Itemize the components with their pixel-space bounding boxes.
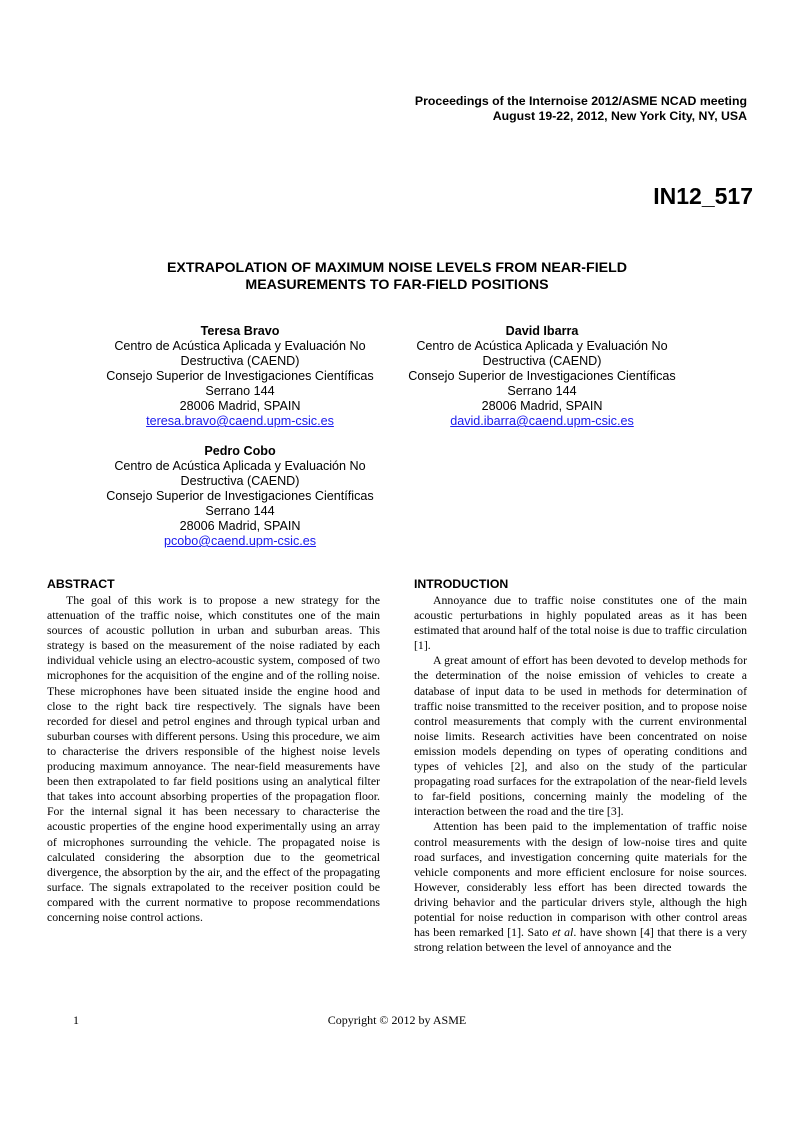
paragraph-text: . have shown [4] that there is a very strong relation between the level of annoyance and the	[414, 925, 747, 955]
proceedings-line-1: Proceedings of the Internoise 2012/ASME NCAD meeting	[414, 94, 747, 108]
introduction-paragraph: A great amount of effort has been devoted to develop methods for the determination of the noise emission of vehicles to create a database of input data to be used in methods for determination of traffic noise transmitted to the receiver position, and to propose noise control measurements that comply with the current environmental noise limits. Research activities have been concentrated on noise emission models depending on types of operating conditions and types of vehicles [2], and also on the study of the particular propagating road surfaces for the extrapolation of the near-field levels to far-field positions, concerning mainly the modeling of the interaction between the road and the tire [3].	[414, 653, 747, 819]
author-email-link[interactable]: teresa.bravo@caend.upm-csic.es	[146, 414, 334, 428]
abstract-paragraph: The goal of this work is to propose a new strategy for the attenuation of the traffic noise, which constitutes one of the main sources of acoustic pollution in urban and suburban areas. This strategy is based on the measurement of the noise radiated by each individual vehicle using an electro-acoustic system, composed of two microphones for the acquisition of the engine and of the rolling noise. These microphones have been situated inside the engine hood and close to the right back tire respectively. The signals have been recorded for diesel and petrol engines and through typical urban and suburban courses with different persons. Using this procedure, we aim to characterise the drivers responsible of the highest noise levels producing maximum annoyance. The near-field measurements have been then extrapolated to far field positions using an analytical filter that takes into account absorbing properties of the propagation floor. For the internal signal it has been necessary to characterise the acoustic properties of the engine hood experimentally using an array of microphones surrounding the vehicle. The propagated noise is calculated considering the absorption due to the geometrical divergence, the absorption by the air, and the effect of the propagating surface. The signals extrapolated to the receiver position could be compared with the current normative to propose recommendations concerning noise control actions.	[47, 593, 380, 924]
author-affiliation: Centro de Acústica Aplicada y Evaluación No	[416, 339, 668, 353]
proceedings-header	[415, 94, 747, 124]
author-street: Serrano 144	[205, 384, 275, 398]
author-block	[90, 444, 390, 549]
paper-id: IN12_517	[653, 183, 753, 209]
author-affiliation: Consejo Superior de Investigaciones Científicas	[106, 369, 374, 383]
author-city: 28006 Madrid, SPAIN	[179, 399, 301, 413]
author-name: Pedro Cobo	[204, 444, 276, 458]
author-name: David Ibarra	[505, 324, 579, 338]
copyright-notice: Copyright © 2012 by ASME	[327, 1013, 467, 1027]
et-al-italic: et al	[552, 925, 574, 940]
author-email-link[interactable]: pcobo@caend.upm-csic.es	[163, 534, 317, 548]
introduction-paragraph: Annoyance due to traffic noise constitutes one of the main acoustic perturbations in highly populated areas as it has been estimated that around half of the total noise is due to traffic circulation [1].	[414, 593, 747, 653]
author-name: Teresa Bravo	[200, 324, 280, 338]
abstract-section	[47, 577, 380, 925]
introduction-heading: INTRODUCTION	[414, 577, 509, 591]
proceedings-line-2: August 19-22, 2012, New York City, NY, USA	[492, 109, 747, 123]
author-street: Serrano 144	[205, 504, 275, 518]
author-block	[392, 324, 692, 429]
author-city: 28006 Madrid, SPAIN	[179, 519, 301, 533]
title-line-2: MEASUREMENTS TO FAR-FIELD POSITIONS	[245, 277, 549, 293]
introduction-paragraph	[414, 819, 747, 955]
page-number: 1	[73, 1013, 79, 1027]
title-line-1: EXTRAPOLATION OF MAXIMUM NOISE LEVELS FROM NEAR-FIELD	[166, 260, 628, 276]
paragraph-text: Attention has been paid to the implementation of traffic noise control measurements with the design of low-noise tires and quite road surfaces, and investigation concerning quite materials for the vehicle components and more efficient enclosure for noise sources. However, considerably less effort has been directed towards the driving behavior and the particular drivers style, although the high potential for noise reduction in comparison with other control areas has been remarked [1]. Sato	[414, 819, 747, 940]
abstract-heading: ABSTRACT	[47, 577, 115, 591]
author-affiliation: Centro de Acústica Aplicada y Evaluación No	[114, 459, 366, 473]
introduction-section	[414, 577, 747, 955]
author-city: 28006 Madrid, SPAIN	[481, 399, 603, 413]
author-affiliation: Consejo Superior de Investigaciones Científicas	[106, 489, 374, 503]
author-affiliation: Destructiva (CAEND)	[482, 354, 602, 368]
author-affiliation: Consejo Superior de Investigaciones Científicas	[408, 369, 676, 383]
author-affiliation: Centro de Acústica Aplicada y Evaluación No	[114, 339, 366, 353]
author-email-link[interactable]: david.ibarra@caend.upm-csic.es	[450, 414, 634, 428]
author-street: Serrano 144	[507, 384, 577, 398]
author-affiliation: Destructiva (CAEND)	[180, 474, 300, 488]
author-block	[90, 324, 390, 429]
paper-title	[97, 260, 697, 294]
author-affiliation: Destructiva (CAEND)	[180, 354, 300, 368]
